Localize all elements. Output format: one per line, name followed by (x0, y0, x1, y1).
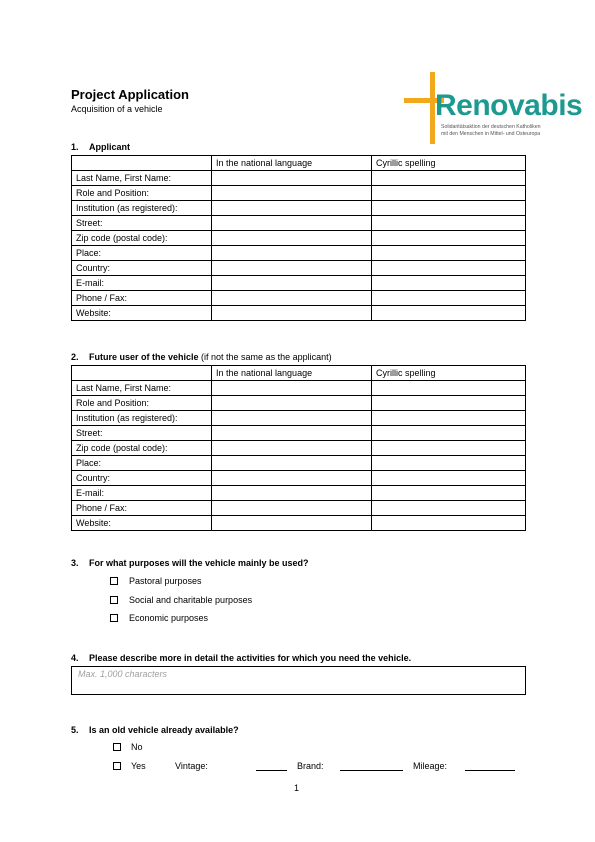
cyrillic-spelling-field[interactable] (372, 516, 526, 531)
logo-tagline: Solidaritätsaktion der deutschen Katholiken mit den Menschen in Mittel- und Osteuropa (441, 124, 541, 137)
economic-checkbox[interactable] (110, 614, 118, 622)
future-user-column-header: Cyrillic spelling (372, 366, 526, 381)
national-language-field[interactable] (212, 426, 372, 441)
table-row (72, 381, 526, 396)
cyrillic-spelling-field[interactable] (372, 441, 526, 456)
national-language-field[interactable] (212, 186, 372, 201)
table-row (72, 426, 526, 441)
national-language-field[interactable] (212, 171, 372, 186)
table-row (72, 216, 526, 231)
national-language-field[interactable] (212, 441, 372, 456)
cyrillic-spelling-field[interactable] (372, 186, 526, 201)
vintage-field[interactable] (256, 770, 287, 771)
national-language-field[interactable] (212, 291, 372, 306)
national-language-field[interactable] (212, 456, 372, 471)
row-label: Phone / Fax: (72, 291, 212, 306)
row-label: Place: (72, 456, 212, 471)
cyrillic-spelling-field[interactable] (372, 276, 526, 291)
table-row (72, 501, 526, 516)
row-label: Zip code (postal code): (72, 441, 212, 456)
row-label: Country: (72, 471, 212, 486)
cyrillic-spelling-field[interactable] (372, 381, 526, 396)
national-language-field[interactable] (212, 501, 372, 516)
page-subtitle: Acquisition of a vehicle (71, 104, 163, 114)
future-user-header-row (72, 366, 526, 381)
row-label: Website: (72, 306, 212, 321)
cyrillic-spelling-field[interactable] (372, 501, 526, 516)
table-row (72, 441, 526, 456)
row-label: E-mail: (72, 486, 212, 501)
national-language-field[interactable] (212, 276, 372, 291)
applicant-table (71, 155, 526, 321)
cyrillic-spelling-field[interactable] (372, 261, 526, 276)
table-row (72, 471, 526, 486)
mileage-field[interactable] (465, 770, 515, 771)
row-label: Street: (72, 216, 212, 231)
table-row (72, 516, 526, 531)
table-row (72, 231, 526, 246)
section-4-heading: 4. Please describe more in detail the activities for which you need the vehicle. (71, 653, 412, 663)
mileage-label: Mileage: (413, 761, 448, 771)
national-language-field[interactable] (212, 306, 372, 321)
brand-label: Brand: (297, 761, 324, 771)
row-label: Zip code (postal code): (72, 231, 212, 246)
national-language-field[interactable] (212, 471, 372, 486)
renovabis-logo (404, 72, 584, 148)
row-label: Role and Position: (72, 396, 212, 411)
table-row (72, 306, 526, 321)
applicant-column-header: In the national language (212, 156, 372, 171)
cyrillic-spelling-field[interactable] (372, 396, 526, 411)
page-number: 1 (294, 783, 300, 793)
row-label: Last Name, First Name: (72, 171, 212, 186)
national-language-field[interactable] (212, 201, 372, 216)
table-row (72, 291, 526, 306)
national-language-field[interactable] (212, 516, 372, 531)
row-label: Role and Position: (72, 186, 212, 201)
cyrillic-spelling-field[interactable] (372, 201, 526, 216)
national-language-field[interactable] (212, 411, 372, 426)
table-row (72, 411, 526, 426)
old-vehicle-yes-checkbox[interactable] (113, 762, 121, 770)
cyrillic-spelling-field[interactable] (372, 171, 526, 186)
table-row (72, 456, 526, 471)
activities-textarea[interactable] (71, 666, 526, 695)
national-language-field[interactable] (212, 246, 372, 261)
row-label: Institution (as registered): (72, 201, 212, 216)
page-title: Project Application (71, 87, 189, 102)
national-language-field[interactable] (212, 381, 372, 396)
national-language-field[interactable] (212, 231, 372, 246)
table-row (72, 201, 526, 216)
cyrillic-spelling-field[interactable] (372, 426, 526, 441)
cyrillic-spelling-field[interactable] (372, 291, 526, 306)
applicant-column-header: Cyrillic spelling (372, 156, 526, 171)
cyrillic-spelling-field[interactable] (372, 456, 526, 471)
logo-wordmark: Renovabis (435, 89, 583, 122)
future-user-column-header: In the national language (212, 366, 372, 381)
table-row (72, 186, 526, 201)
table-row (72, 396, 526, 411)
pastoral-checkbox[interactable] (110, 577, 118, 585)
row-label: Last Name, First Name: (72, 381, 212, 396)
row-label: E-mail: (72, 276, 212, 291)
cyrillic-spelling-field[interactable] (372, 411, 526, 426)
section-1-heading: 1. Applicant (71, 142, 131, 152)
pastoral-label: Pastoral purposes (129, 576, 202, 586)
cyrillic-spelling-field[interactable] (372, 246, 526, 261)
section-3-heading: 3. For what purposes will the vehicle mainly be used? (71, 558, 309, 568)
cyrillic-spelling-field[interactable] (372, 216, 526, 231)
old-vehicle-no-label: No (131, 742, 143, 752)
vintage-label: Vintage: (175, 761, 208, 771)
social-checkbox[interactable] (110, 596, 118, 604)
table-row (72, 171, 526, 186)
cyrillic-spelling-field[interactable] (372, 306, 526, 321)
national-language-field[interactable] (212, 486, 372, 501)
brand-field[interactable] (340, 770, 403, 771)
social-label: Social and charitable purposes (129, 595, 253, 605)
future-user-table (71, 365, 526, 531)
national-language-field[interactable] (212, 216, 372, 231)
row-label: Street: (72, 426, 212, 441)
section-2-heading: 2. Future user of the vehicle (if not the same as the applicant) (71, 352, 332, 362)
cyrillic-spelling-field[interactable] (372, 471, 526, 486)
old-vehicle-no-checkbox[interactable] (113, 743, 121, 751)
economic-label: Economic purposes (129, 613, 209, 623)
table-row (72, 276, 526, 291)
row-label: Country: (72, 261, 212, 276)
row-label: Phone / Fax: (72, 501, 212, 516)
row-label: Website: (72, 516, 212, 531)
old-vehicle-yes-label: Yes (131, 761, 146, 771)
row-label: Place: (72, 246, 212, 261)
activities-placeholder: Max. 1,000 characters (78, 669, 168, 679)
applicant-header-row (72, 156, 526, 171)
national-language-field[interactable] (212, 261, 372, 276)
table-row (72, 486, 526, 501)
applicant-column-header (72, 156, 212, 171)
cyrillic-spelling-field[interactable] (372, 486, 526, 501)
section-5-heading: 5. Is an old vehicle already available? (71, 725, 239, 735)
national-language-field[interactable] (212, 396, 372, 411)
table-row (72, 246, 526, 261)
row-label: Institution (as registered): (72, 411, 212, 426)
future-user-column-header (72, 366, 212, 381)
cyrillic-spelling-field[interactable] (372, 231, 526, 246)
table-row (72, 261, 526, 276)
